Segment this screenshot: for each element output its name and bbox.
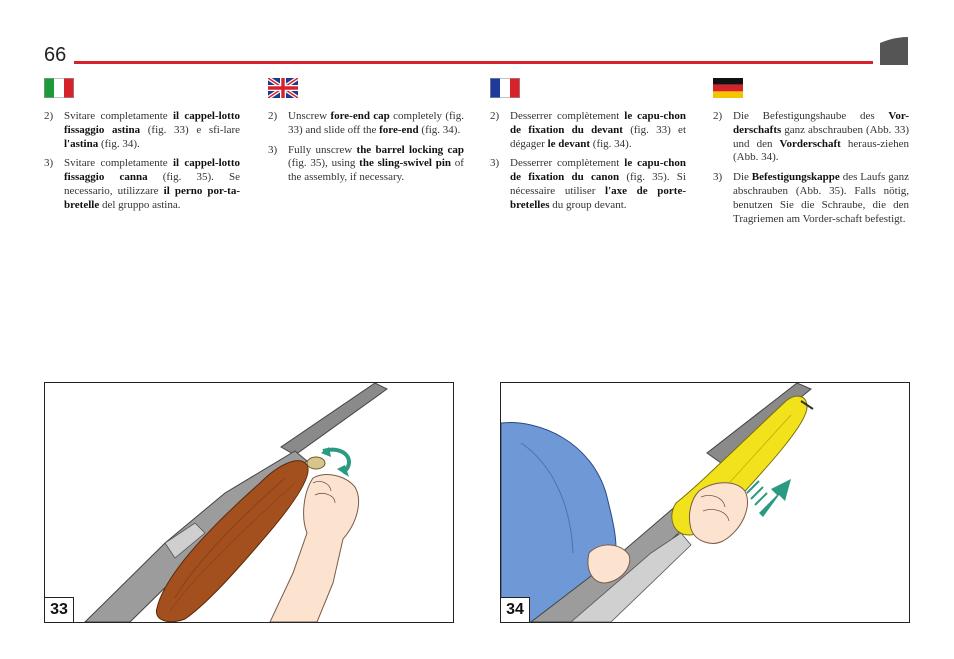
column-italian [44,78,240,219]
slide-off-fore-end-illustration [501,383,909,622]
unscrew-fore-end-cap-illustration [45,383,453,622]
column-english [268,78,464,191]
list-item: 2) Unscrew fore-end cap completely (fig. 33) and slide off the fore-end (fig. 34). [268,110,464,136]
column-french [490,78,686,219]
instruction-text: Desserrer complètement le capu-chon de fixation du canon (fig. 35). Si nécessaire utiliser l'axe de porte-bretelles du group devant. [510,157,687,211]
instruction-text: Svitare completamente il cappel-lotto fissaggio canna (fig. 35). Se necessario, utilizzare il perno por-ta-bretelle del gruppo astina. [64,157,240,211]
germany-flag-icon [713,78,743,98]
instruction-text: Unscrew fore-end cap completely (fig. 33) and slide off the fore-end (fig. 34). [288,110,464,136]
list-item: 2) Die Befestigungshaube des Vor-derschafts ganz abschrauben (Abb. 33) und den Vorderschaft heraus-ziehen (Abb. 34). [713,110,909,164]
figure-33 [44,382,454,623]
list-item: 3) Desserrer complètement le capu-chon de fixation du canon (fig. 35). Si nécessaire utiliser l'axe de porte-bretelles du group devant. [490,157,687,211]
column-german [713,78,909,232]
list-item: 3) Die Befestigungskappe des Laufs ganz abschrauben (Abb. 35). Falls nötig, benutzen Sie die Schraube, die den Tragriemen am Vorder-schaft befestigt. [713,171,909,225]
header-rule [74,61,873,64]
figure-label: 33 [45,597,74,622]
list-item: 3) Svitare completamente il cappel-lotto fissaggio canna (fig. 35). Se necessario, utilizzare il perno por-ta-bretelle del gruppo astina. [44,157,240,211]
uk-flag-icon [268,78,298,98]
figure-label: 34 [501,597,530,622]
france-flag-icon [490,78,520,98]
figure-34 [500,382,910,623]
page-number: 66 [44,44,67,66]
instruction-text: Svitare completamente il cappel-lotto fissaggio astina (fig. 33) e sfi-lare l'astina (fig. 34). [64,110,240,150]
page-corner-tab [880,37,908,65]
instruction-text: Desserrer complètement le capu-chon de fixation du devant (fig. 33) et dégager le devant (fig. 34). [510,110,687,150]
instruction-text: Fully unscrew the barrel locking cap (fig. 35), using the sling-swivel pin of the assembly, if necessary. [288,143,465,184]
list-item: 2) Svitare completamente il cappel-lotto fissaggio astina (fig. 33) e sfi-lare l'astina (fig. 34). [44,110,240,150]
italy-flag-icon [44,78,74,98]
instruction-text: Die Befestigungskappe des Laufs ganz abschrauben (Abb. 35). Falls nötig, benutzen Sie die Schraube, die den Tragriemen am Vorder-schaft befestigt. [733,171,909,225]
instruction-text: Die Befestigungshaube des Vor-derschafts ganz abschrauben (Abb. 33) und den Vorderschaft heraus-ziehen (Abb. 34). [733,110,909,164]
list-item: 2) Desserrer complètement le capu-chon de fixation du devant (fig. 33) et dégager le devant (fig. 34). [490,110,687,150]
list-item: 3) Fully unscrew the barrel locking cap (fig. 35), using the sling-swivel pin of the assembly, if necessary. [268,143,465,184]
